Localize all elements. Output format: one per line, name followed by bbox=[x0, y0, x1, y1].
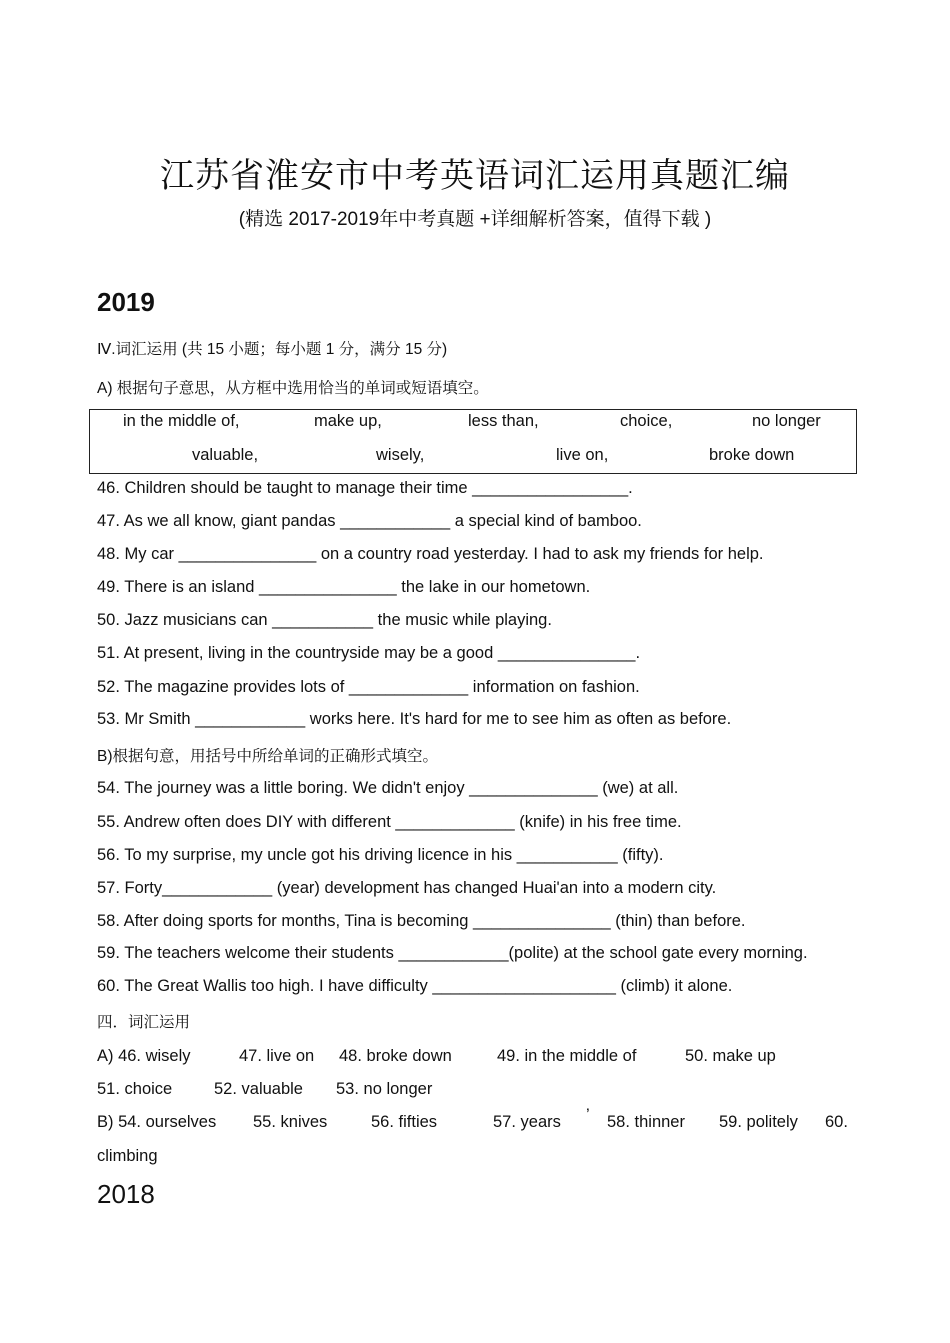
question-56: 56. To my surprise, my uncle got his driving licence in his ___________ (fifty). bbox=[97, 846, 664, 864]
document-title: 江苏省淮安市中考英语词汇运用真题汇编 bbox=[160, 156, 790, 196]
word-option: valuable, bbox=[192, 446, 259, 464]
question-53: 53. Mr Smith ____________ works here. It's hard for me to see him as often as before. bbox=[97, 710, 732, 728]
question-54: 54. The journey was a little boring. We didn't enjoy ______________ (we) at all. bbox=[97, 779, 679, 797]
answer-item: 55. knives bbox=[253, 1113, 328, 1131]
word-option: choice, bbox=[620, 412, 673, 430]
answer-item: 57. years bbox=[493, 1113, 561, 1131]
question-55: 55. Andrew often does DIY with different _____________ (knife) in his free time. bbox=[97, 813, 682, 831]
word-option: broke down bbox=[709, 446, 795, 464]
word-option: make up, bbox=[314, 412, 382, 430]
year-heading-2018: 2018 bbox=[97, 1179, 155, 1209]
answer-item: 49. in the middle of bbox=[497, 1047, 637, 1065]
answer-item: 52. valuable bbox=[214, 1080, 303, 1098]
part-a-instruction: A) 根据句子意思，从方框中选用恰当的单词或短语填空。 bbox=[97, 380, 489, 397]
answer-heading: 四．词汇运用 bbox=[97, 1014, 191, 1031]
answer-item: 60. bbox=[825, 1113, 848, 1131]
answer-item: 50. make up bbox=[685, 1047, 776, 1065]
answer-item: 59. politely bbox=[719, 1113, 798, 1131]
document-subtitle: (精选 2017-2019年中考真题 +详细解析答案，值得下载 ) bbox=[238, 209, 712, 230]
question-49: 49. There is an island _______________ the lake in our hometown. bbox=[97, 578, 591, 596]
word-option: in the middle of, bbox=[123, 412, 240, 430]
word-option: no longer bbox=[752, 412, 821, 430]
question-50: 50. Jazz musicians can ___________ the music while playing. bbox=[97, 611, 552, 629]
question-57: 57. Forty____________ (year) development has changed Huai'an into a modern city. bbox=[97, 879, 717, 897]
answer-item: B) 54. ourselves bbox=[97, 1113, 217, 1131]
stray-mark: ’ bbox=[586, 1106, 590, 1124]
answer-item: 53. no longer bbox=[336, 1080, 433, 1098]
answer-item: 48. broke down bbox=[339, 1047, 452, 1065]
word-option: less than, bbox=[468, 412, 539, 430]
answer-item: climbing bbox=[97, 1147, 158, 1165]
answer-item: 58. thinner bbox=[607, 1113, 685, 1131]
question-46: 46. Children should be taught to manage their time _________________. bbox=[97, 479, 633, 497]
question-48: 48. My car _______________ on a country road yesterday. I had to ask my friends for help. bbox=[97, 545, 764, 563]
question-52: 52. The magazine provides lots of _____________ information on fashion. bbox=[97, 678, 640, 696]
answer-item: 51. choice bbox=[97, 1080, 173, 1098]
word-option: live on, bbox=[556, 446, 609, 464]
answer-item: A) 46. wisely bbox=[97, 1047, 191, 1065]
answer-item: 56. fifties bbox=[371, 1113, 438, 1131]
question-60: 60. The Great Wallis too high. I have difficulty ____________________ (climb) it alone. bbox=[97, 977, 733, 995]
answer-item: 47. live on bbox=[239, 1047, 315, 1065]
part-b-instruction: B)根据句意，用括号中所给单词的正确形式填空。 bbox=[97, 748, 439, 765]
word-option: wisely, bbox=[376, 446, 425, 464]
question-58: 58. After doing sports for months, Tina is becoming _______________ (thin) than before. bbox=[97, 912, 746, 930]
section-heading: Ⅳ.词汇运用 (共 15 小题；每小题 1 分，满分 15 分) bbox=[97, 341, 448, 358]
question-51: 51. At present, living in the countryside may be a good _______________. bbox=[97, 644, 641, 662]
question-47: 47. As we all know, giant pandas ____________ a special kind of bamboo. bbox=[97, 512, 642, 530]
question-59: 59. The teachers welcome their students ____________(polite) at the school gate every morning. bbox=[97, 944, 808, 962]
year-heading-2019: 2019 bbox=[97, 287, 155, 317]
word-box bbox=[89, 409, 857, 474]
